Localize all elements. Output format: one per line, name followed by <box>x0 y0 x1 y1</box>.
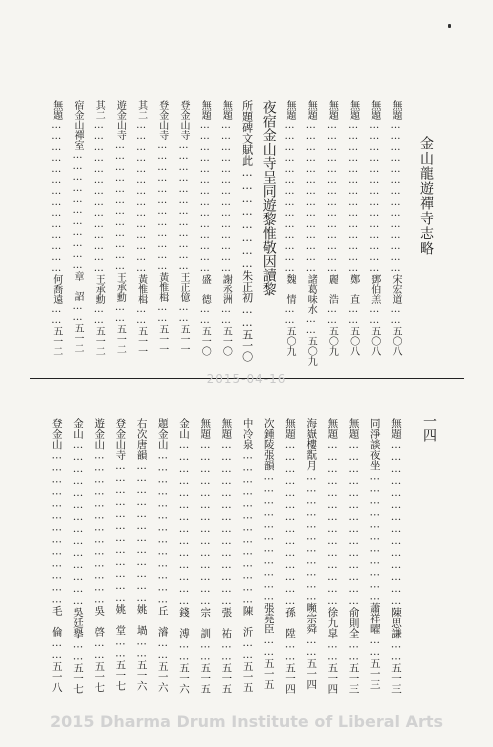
toc-entry: 宿金山禪室……………………………章 詔……五一二 <box>72 100 83 353</box>
toc-entry: 無題……………………………………鄧伯羔……五〇八 <box>368 100 380 356</box>
toc-entry: 無題……………………………………徐九皐……五一四 <box>326 418 339 694</box>
toc-entry: 次鍾陵張韻……………………………張堯臣……五一五 <box>262 418 275 690</box>
toc-entry: 無題……………………………………俞則全……五一三 <box>347 418 360 694</box>
toc-entry: 遊金山寺………………………………王承勳……五一二 <box>114 100 126 354</box>
toc-entry: 無題……………………………………張 祐……五一五 <box>220 418 233 694</box>
toc-entry: 登金山…………………………………毛 倫……五一八 <box>50 418 63 693</box>
toc-entry: 登金山寺………………………………黃惟楫……五一一 <box>156 100 168 354</box>
toc-entry: 海嶽樓翫月……………………………嚬宗舜……五一四 <box>305 418 318 690</box>
toc-entry: 無題……………………………………鄭 直……五〇八 <box>347 100 359 356</box>
toc-entry: 無題……………………………………麗 浩……五〇九 <box>326 100 338 356</box>
toc-entry: 登金山寺………………………………姚 堂……五一七 <box>114 418 127 691</box>
toc-entry: 無題……………………………………盛 德……五一〇 <box>199 100 211 356</box>
toc-entry: 右次唐韻………………………………姚 堝……五一六 <box>135 418 148 691</box>
toc-entry: 夜宿金山寺呈同遊黎惟敬因讀黎 <box>260 100 277 296</box>
toc-entry: 遊金山…………………………………吳 啓……五一七 <box>93 418 106 693</box>
toc-entry: 無題……………………………………陳思謙……五一三 <box>390 418 402 694</box>
toc-entry: 無題……………………………………宋宏道……五〇八 <box>390 100 401 356</box>
toc-entry: 無題……………………………………宗 訓……五一五 <box>199 418 212 694</box>
page-number: 一四 <box>421 414 437 442</box>
ink-speck <box>448 24 451 28</box>
toc-entry: 登金山寺………………………………王正億……五一一 <box>178 100 189 354</box>
running-title: 金山龍遊禪寺志略 <box>418 136 434 256</box>
toc-entry: 無題……………………………………謝丞洲……五一〇 <box>220 100 232 356</box>
toc-entry: 無題……………………………………何喬遠……五一二 <box>50 100 62 356</box>
toc-entry: 金山……………………………………吳廷擧……五一七 <box>72 418 84 694</box>
toc-entry: 其二……………………………………王承勳……五一二 <box>93 100 105 356</box>
watermark: 2015 Dharma Drum Institute of Liberal Arts <box>49 712 444 731</box>
toc-entry: 無題……………………………………孫 陞……五一四 <box>284 418 296 694</box>
toc-entry: 無題……………………………………魏 情……五〇九 <box>284 100 295 356</box>
toc-entry: 中冷泉…………………………………陳 沂……五一五 <box>241 418 254 693</box>
toc-entry: 無題……………………………………諸葛味水……五〇九 <box>305 100 317 366</box>
toc-entry: 所題碑文賦此……………………朱正初……五一〇 <box>240 100 254 362</box>
toc-entry: 金山……………………………………錢 溥……五一六 <box>178 418 190 694</box>
date-stamp: 2015-04-16 <box>206 372 287 386</box>
toc-entry: 題金山…………………………………丘 濬……五一六 <box>156 418 169 693</box>
toc-entry: 同淨談夜坐……………………………蕭祥曜……五一三 <box>368 418 381 690</box>
toc-entry: 其二……………………………………黃惟楫……五一一 <box>135 100 147 356</box>
